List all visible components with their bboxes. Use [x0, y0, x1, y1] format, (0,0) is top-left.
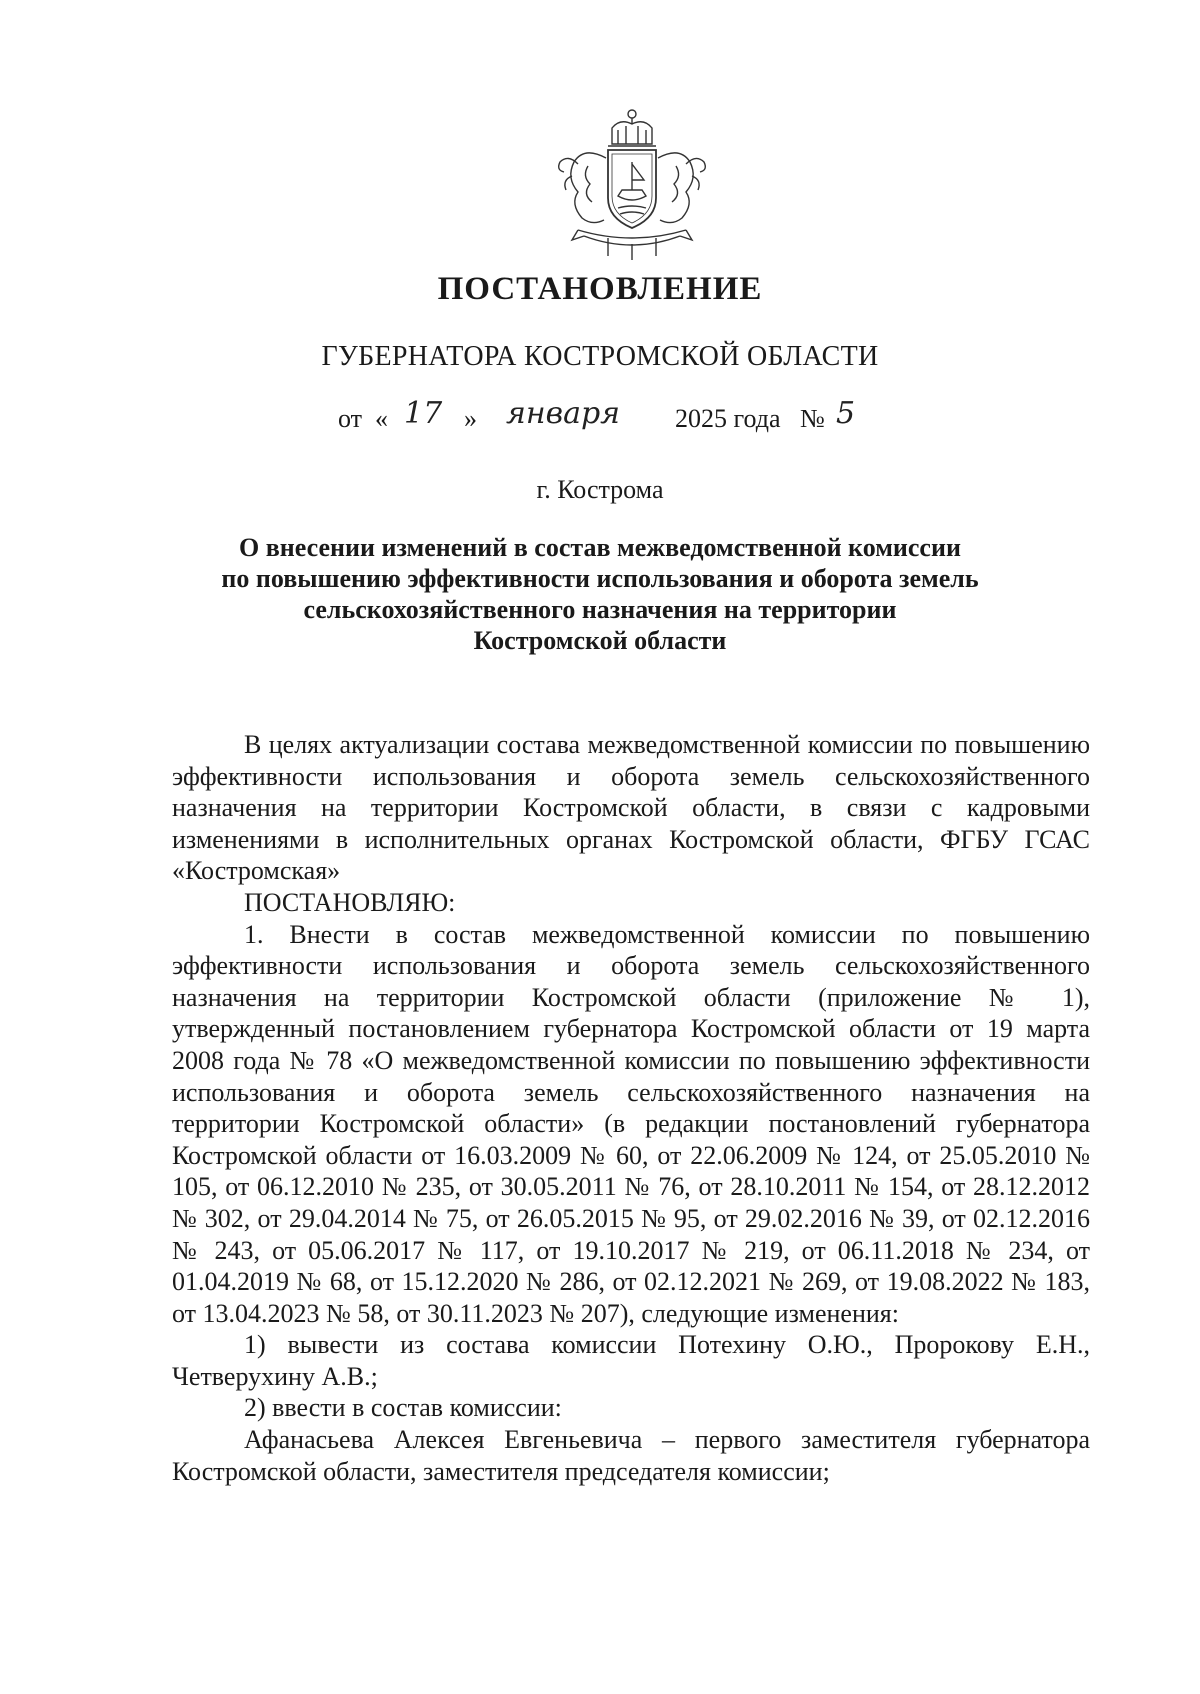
- preamble-paragraph: В целях актуализации состава межведомственной комиссии по повышению эффективности использования и оборота земель сельскохозяйственного назначения на территории Костромской области, в связи с кадровыми изменениями в исполнительных органах Костромской области, ФГБУ ГСАС «Костромская»: [172, 730, 1090, 886]
- resolve-word: ПОСТАНОВЛЯЮ:: [244, 887, 456, 917]
- subject-line: О внесении изменений в состав межведомственной комиссии: [239, 533, 961, 562]
- date-close-quote: »: [464, 404, 477, 433]
- member-entry: Афанасьева Алексея Евгеньевича – первого заместителя губернатора Костромской области, заместителя председателя комиссии;: [172, 1425, 1090, 1486]
- sub-item-2: 2) ввести в состав комиссии:: [244, 1393, 562, 1423]
- date-prefix: от: [338, 404, 363, 433]
- number-sign: №: [800, 404, 825, 433]
- city-name: г. Кострома: [536, 475, 664, 504]
- issuer-title: ГУБЕРНАТОРА КОСТРОМСКОЙ ОБЛАСТИ: [321, 341, 879, 372]
- subject-line: сельскохозяйственного назначения на территории: [303, 595, 897, 624]
- document-type-title: ПОСТАНОВЛЕНИЕ: [437, 271, 763, 307]
- handwritten-month: января: [506, 396, 621, 431]
- handwritten-number: 5: [836, 396, 856, 431]
- document-subject: [150, 532, 1050, 656]
- date-line: [0, 398, 1200, 446]
- subject-line: Костромской области: [473, 626, 727, 655]
- coat-of-arms-icon: [548, 106, 716, 262]
- date-open-quote: «: [375, 404, 388, 433]
- document-body: [172, 729, 1090, 1487]
- date-year: 2025 года: [675, 404, 781, 433]
- handwritten-day: 17: [404, 396, 443, 431]
- subject-line: по повышению эффективности использования и оборота земель: [221, 564, 979, 593]
- item-1-paragraph: 1. Внести в состав межведомственной комиссии по повышению эффективности использования и оборота земель сельскохозяйственного назначения на территории Костромской области (приложение № 1), утвержденный постановлением губернатора Костромской области от 19 марта 2008 года № 78 «О межведомственной комиссии по повышению эффективности использования и оборота земель сельскохозяйственного назначения на территории Костромской области» (в редакции постановлений губернатора Костромской области от 16.03.2009 № 60, от 22.06.2009 № 124, от 25.05.2010 № 105, от 06.12.2010 № 235, от 30.05.2011 № 76, от 28.10.2011 № 154, от 28.12.2012 № 302, от 29.04.2014 № 75, от 26.05.2015 № 95, от 29.02.2016 № 39, от 02.12.2016 № 243, от 05.06.2017 № 117, от 19.10.2017 № 219, от 06.11.2018 № 234, от 01.04.2019 № 68, от 15.12.2020 № 286, от 02.12.2021 № 269, от 19.08.2022 № 183, от 13.04.2023 № 58, от 30.11.2023 № 207), следующие изменения:: [172, 919, 1090, 1328]
- sub-item-1: 1) вывести из состава комиссии Потехину О.Ю., Пророкову Е.Н., Четверухину А.В.;: [172, 1330, 1090, 1391]
